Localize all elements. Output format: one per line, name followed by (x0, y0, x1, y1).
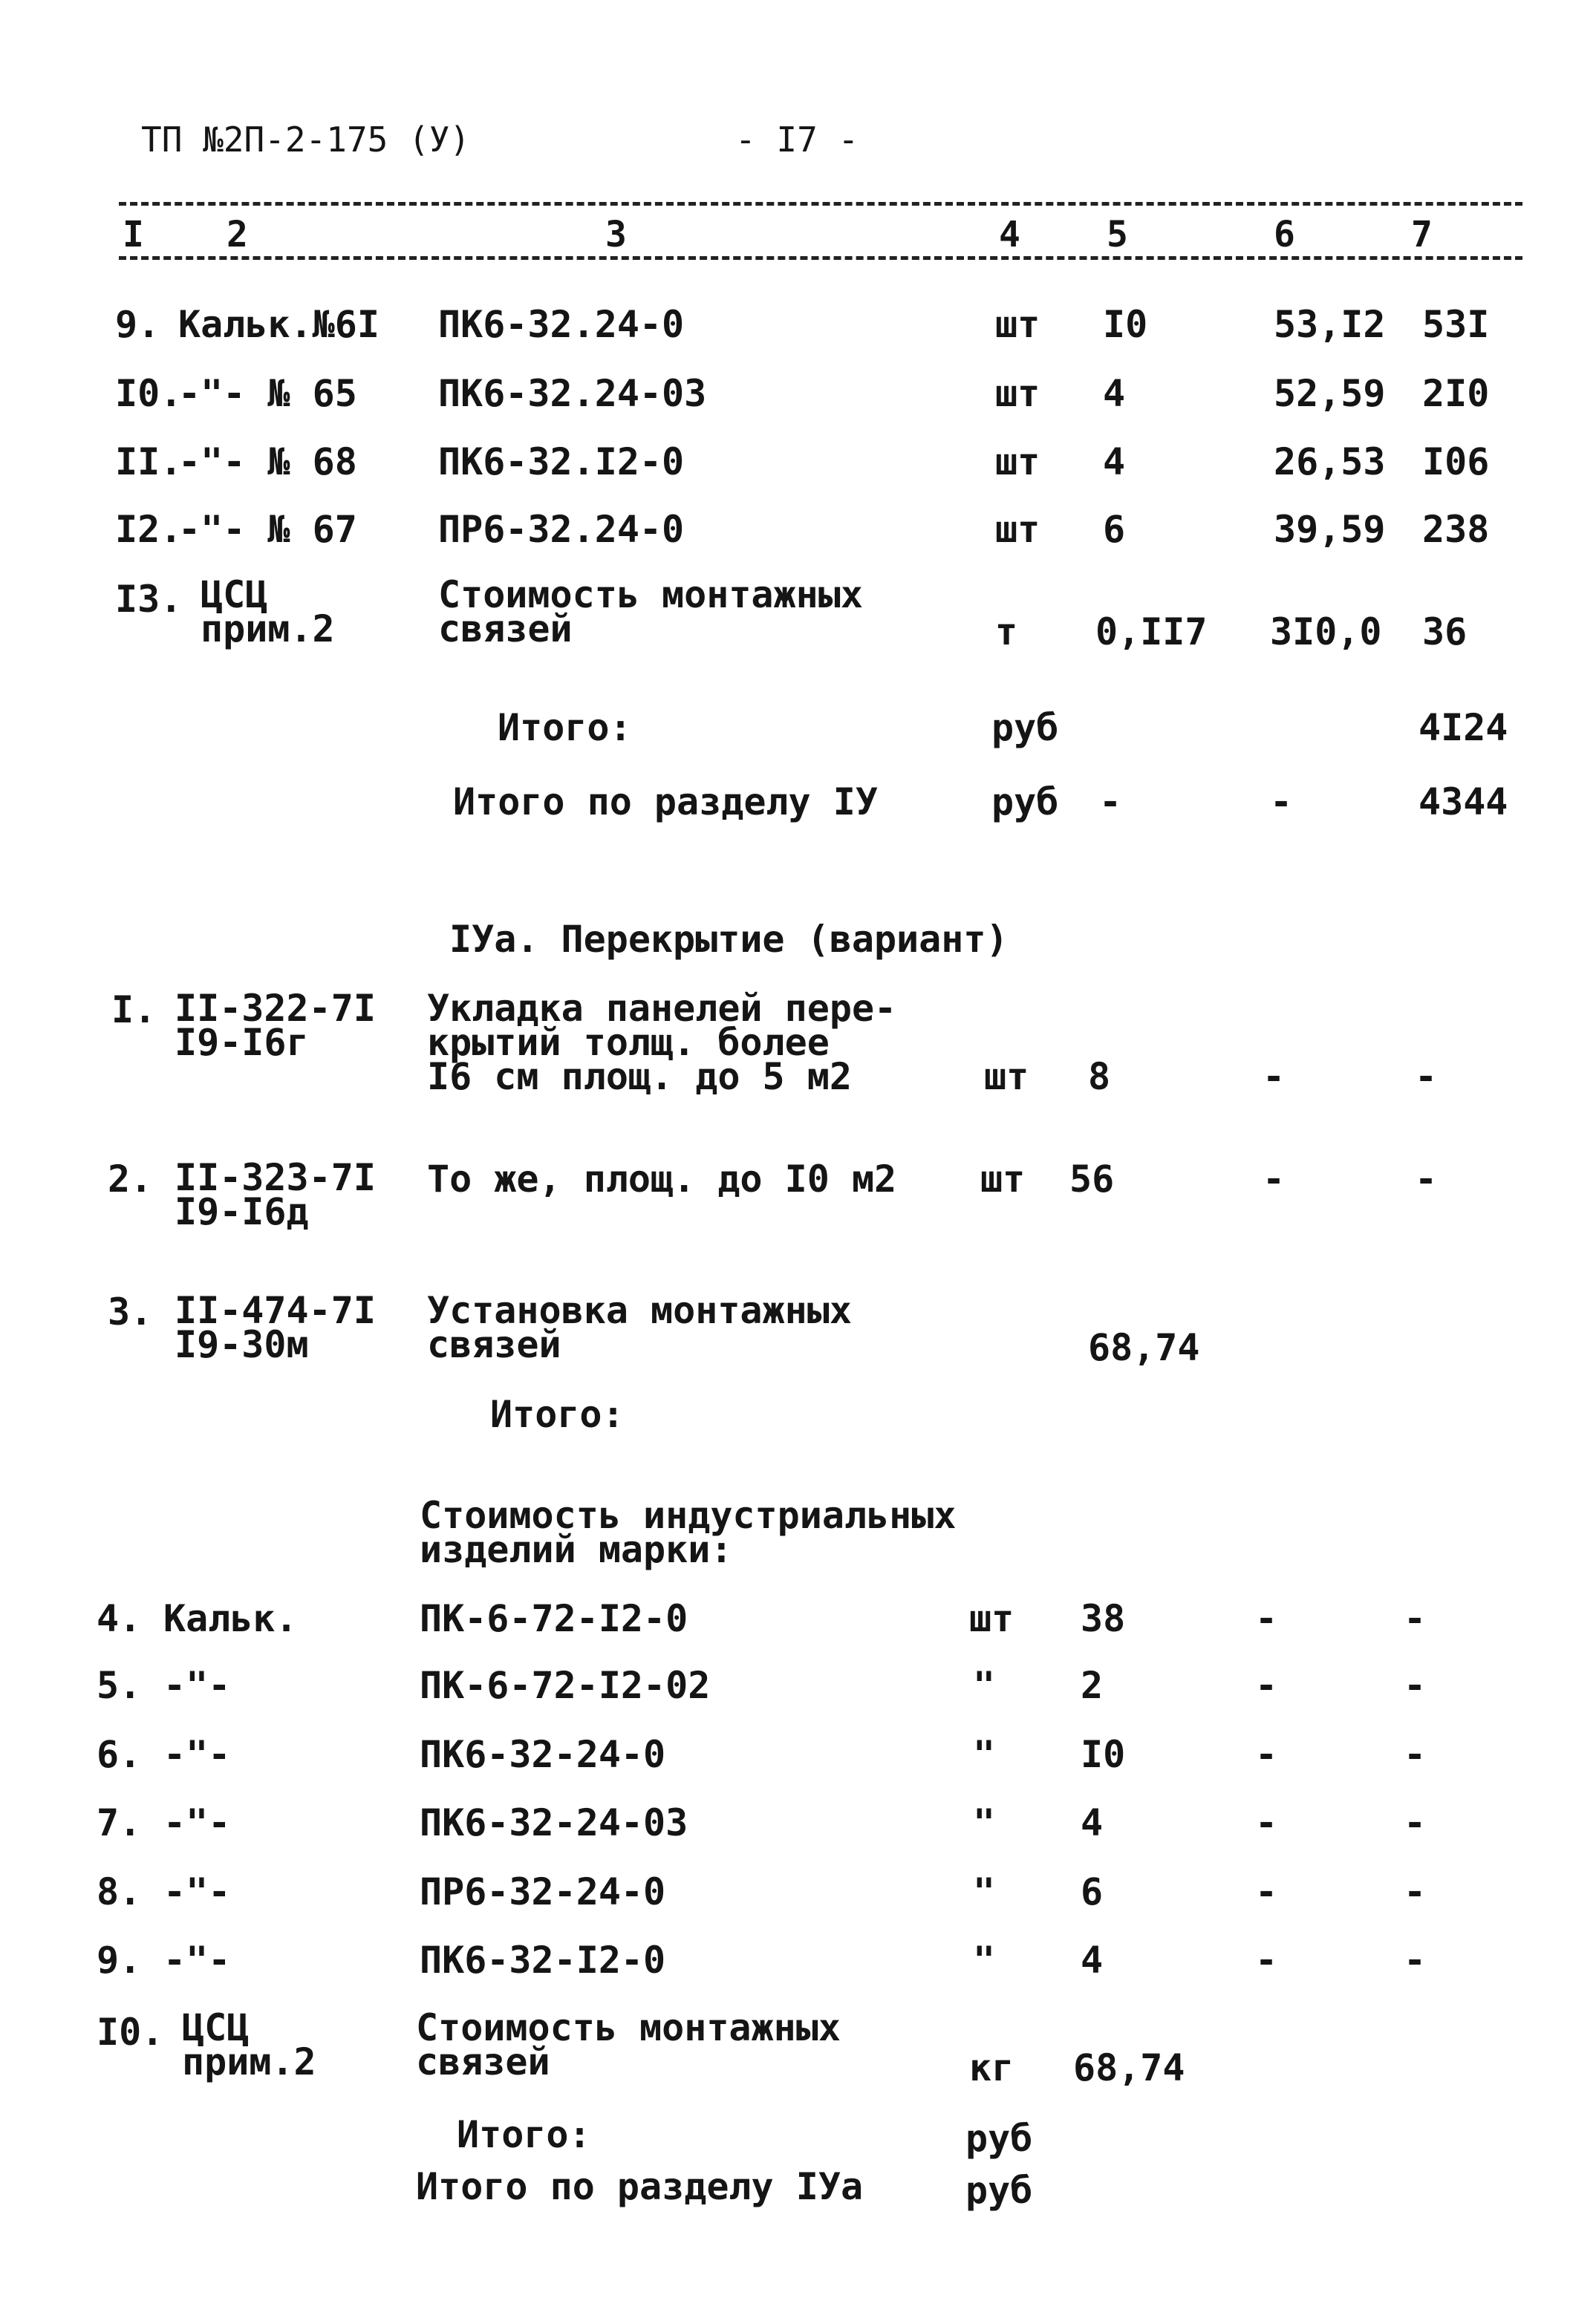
row-number: I0. (97, 2011, 164, 2054)
row-name: То же, площ. до I0 м2 (427, 1158, 897, 1201)
row-reference: -"- № 68 (178, 440, 357, 483)
row-quantity: 4 (1081, 1939, 1104, 1982)
row-total: - (1404, 1733, 1427, 1776)
row-name: ПК-6-72-I2-0 (420, 1597, 688, 1640)
page-number: - I7 - (735, 120, 859, 160)
row-reference: -"- (163, 1733, 231, 1776)
section-total-label: Итого по разделу IУ (453, 780, 878, 823)
row-number: I3. (115, 578, 183, 621)
header-divider (119, 256, 1522, 260)
document-id: ТП №2П-2-175 (У) (141, 120, 471, 160)
row-quantity: I0 (1081, 1733, 1126, 1776)
row-unit: " (973, 1664, 996, 1707)
column-header-6: 6 (1274, 214, 1295, 255)
row-unit: шт (995, 372, 1040, 415)
row-total: - (1404, 1870, 1427, 1913)
row-reference: ЦСЦ прим.2 (201, 573, 335, 650)
row-number: 4. (97, 1597, 142, 1640)
row-reference: II-323-7I I9-I6д (175, 1156, 376, 1233)
row-total: - (1404, 1801, 1427, 1844)
row-reference: ЦСЦ прим.2 (182, 2006, 316, 2083)
row-name: ПК6-32.I2-0 (438, 440, 685, 483)
row-total: I06 (1422, 440, 1490, 483)
row-price: 52,59 (1274, 372, 1386, 415)
section-total-value: 4344 (1419, 780, 1508, 823)
row-reference: -"- (163, 1939, 231, 1982)
row-price: - (1263, 1055, 1286, 1098)
row-price: - (1255, 1870, 1278, 1913)
row-quantity: 4 (1103, 440, 1126, 483)
row-number: I0. (115, 372, 183, 415)
column-header-5: 5 (1107, 214, 1128, 255)
row-unit: " (973, 1870, 996, 1913)
row-price: 39,59 (1274, 508, 1386, 551)
row-total: - (1415, 1158, 1438, 1201)
row-price: 26,53 (1274, 440, 1386, 483)
column-header-2: 2 (227, 214, 248, 255)
row-name: Укладка панелей пере- крытий толщ. более I6 см площ. до 5 м2 (427, 987, 897, 1098)
section-title: IУа. Перекрытие (вариант) (449, 918, 1009, 961)
row-quantity: 2 (1081, 1664, 1104, 1707)
row-quantity: 4 (1103, 372, 1126, 415)
row-name: Стоимость монтажных связей (438, 573, 863, 650)
row-quantity: I0 (1103, 303, 1148, 346)
row-quantity: 68,74 (1073, 2046, 1185, 2089)
row-quantity: 8 (1088, 1055, 1111, 1098)
row-number: 5. (97, 1664, 142, 1707)
row-number: 3. (108, 1290, 153, 1334)
row-price: 3I0,0 (1270, 610, 1382, 653)
row-unit: шт (995, 440, 1040, 483)
row-price: - (1263, 1158, 1286, 1201)
row-unit: т (995, 610, 1018, 653)
row-unit: шт (980, 1158, 1026, 1201)
row-name: Стоимость монтажных связей (416, 2006, 841, 2083)
row-price: 53,I2 (1274, 303, 1386, 346)
row-number: 7. (97, 1801, 142, 1844)
row-total: 238 (1422, 508, 1490, 551)
row-quantity: 6 (1081, 1870, 1104, 1913)
row-name: Установка монтажных связей (427, 1289, 852, 1366)
row-name: ПК6-32-I2-0 (420, 1939, 666, 1982)
row-reference: -"- (163, 1870, 231, 1913)
subtotal-label: Итого: (498, 706, 632, 749)
row-unit: " (973, 1733, 996, 1776)
section-total-unit: руб (991, 780, 1059, 823)
row-unit: кг (969, 2046, 1014, 2089)
row-unit: " (973, 1801, 996, 1844)
row-name: ПК-6-72-I2-02 (420, 1664, 711, 1707)
row-price: - (1255, 1801, 1278, 1844)
row-price: - (1255, 1733, 1278, 1776)
row-number: 8. (97, 1870, 142, 1913)
section-total-unit: руб (965, 2169, 1033, 2212)
subtotal-unit: руб (991, 706, 1059, 749)
row-quantity: 4 (1081, 1801, 1104, 1844)
row-quantity: 68,74 (1088, 1326, 1200, 1369)
row-name: ПР6-32.24-0 (438, 508, 685, 551)
row-number: 9. (97, 1939, 142, 1982)
top-divider (119, 202, 1522, 206)
row-name: ПК6-32.24-03 (438, 372, 707, 415)
row-number: II. (115, 440, 183, 483)
row-total: - (1404, 1939, 1427, 1982)
subtotal-unit: руб (965, 2117, 1033, 2160)
column-header-1: I (123, 214, 144, 255)
row-number: 2. (108, 1158, 153, 1201)
row-quantity: 6 (1103, 508, 1126, 551)
row-number: 6. (97, 1733, 142, 1776)
row-reference: -"- (163, 1664, 231, 1707)
row-total: 2I0 (1422, 372, 1490, 415)
row-unit: шт (984, 1055, 1029, 1098)
column-header-7: 7 (1411, 214, 1433, 255)
column-header-4: 4 (999, 214, 1020, 255)
row-name: ПК6-32-24-03 (420, 1801, 688, 1844)
row-reference: -"- № 65 (178, 372, 357, 415)
row-reference: -"- (163, 1801, 231, 1844)
row-unit: шт (969, 1597, 1014, 1640)
row-reference: II-322-7I I9-I6г (175, 987, 376, 1064)
row-number: I. (111, 988, 157, 1031)
row-number: 9. (115, 303, 160, 346)
row-name: ПК6-32.24-0 (438, 303, 685, 346)
section-total-label: Итого по разделу IУа (416, 2165, 864, 2208)
cost-heading: Стоимость индустриальных изделий марки: (420, 1494, 957, 1571)
row-reference: -"- № 67 (178, 508, 357, 551)
row-total: - (1404, 1597, 1427, 1640)
row-unit: " (973, 1939, 996, 1982)
subtotal-value: 4I24 (1419, 706, 1508, 749)
row-name: ПР6-32-24-0 (420, 1870, 666, 1913)
row-total: - (1415, 1055, 1438, 1098)
row-price: - (1255, 1939, 1278, 1982)
row-reference: Кальк.№6I (178, 303, 380, 346)
row-name: ПК6-32-24-0 (420, 1733, 666, 1776)
row-unit: шт (995, 303, 1040, 346)
row-reference: Кальк. (163, 1597, 298, 1640)
row-quantity: 0,II7 (1095, 610, 1208, 653)
row-total: 53I (1422, 303, 1490, 346)
row-price: - (1255, 1664, 1278, 1707)
row-reference: II-474-7I I9-30м (175, 1289, 376, 1366)
row-number: I2. (115, 508, 183, 551)
row-quantity: 38 (1081, 1597, 1126, 1640)
column-header-3: 3 (605, 214, 627, 255)
section-total-qty: - (1099, 780, 1122, 823)
subtotal-label: Итого: (490, 1393, 625, 1436)
section-total-price: - (1270, 780, 1293, 823)
row-total: - (1404, 1664, 1427, 1707)
row-total: 36 (1422, 610, 1468, 653)
subtotal-label: Итого: (457, 2113, 591, 2156)
row-unit: шт (995, 508, 1040, 551)
row-price: - (1255, 1597, 1278, 1640)
row-quantity: 56 (1069, 1158, 1115, 1201)
